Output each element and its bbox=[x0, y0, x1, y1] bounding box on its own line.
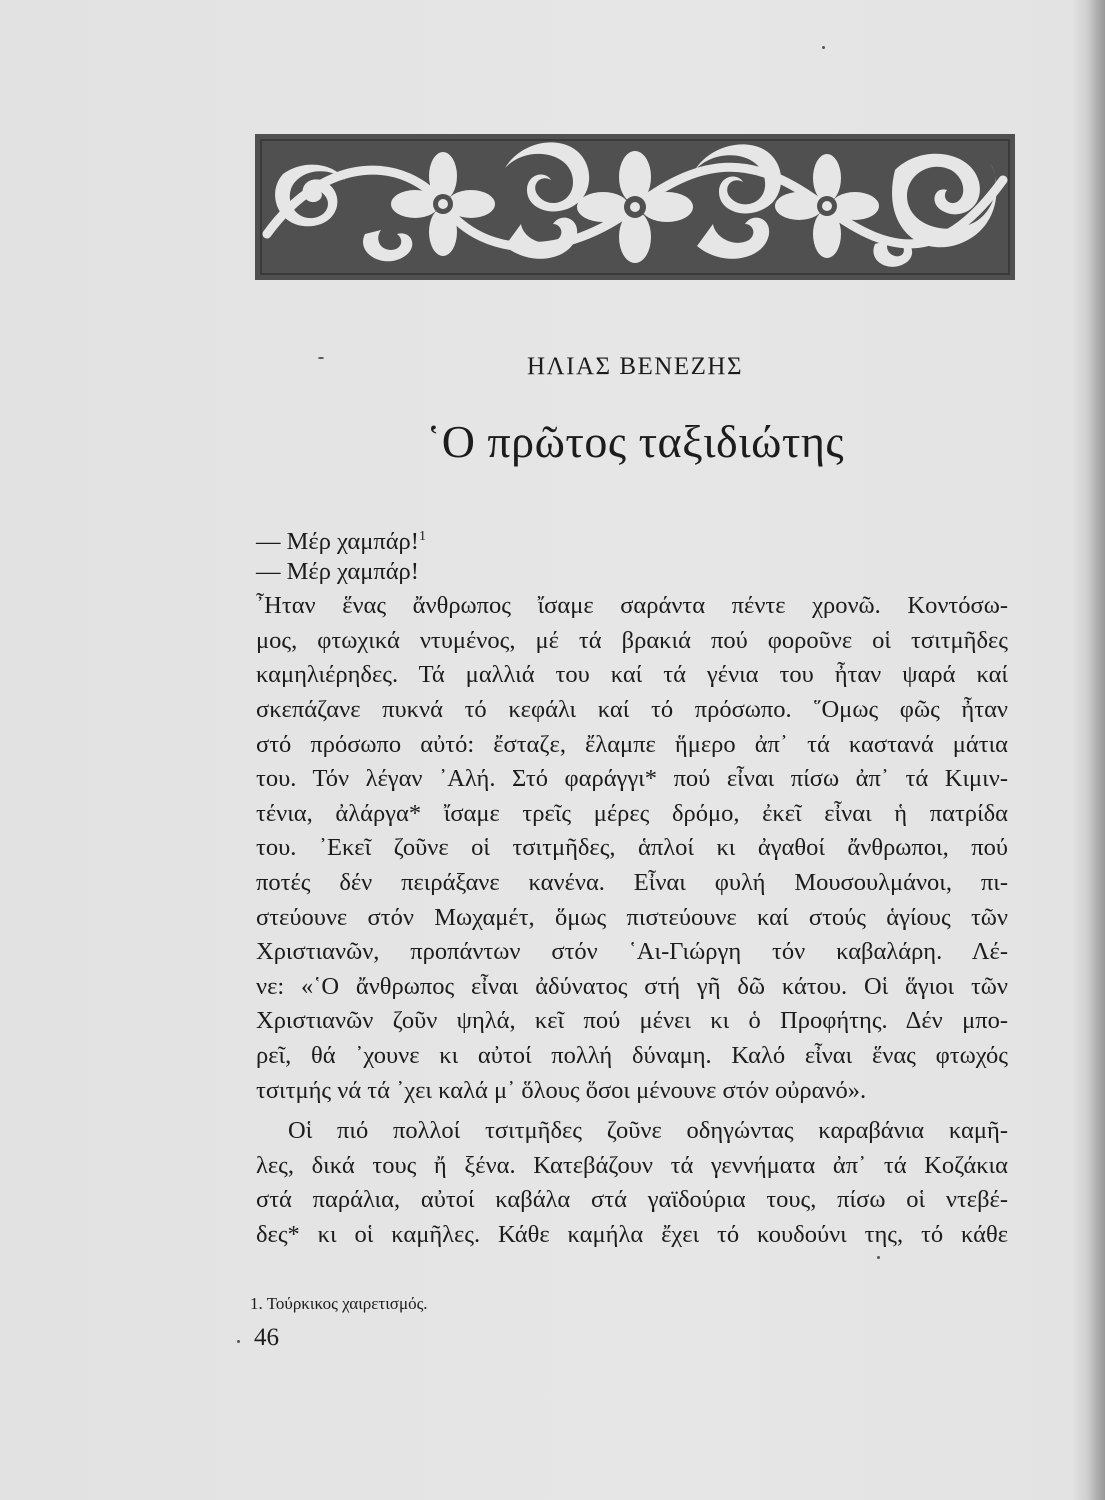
paper-speck bbox=[822, 46, 825, 49]
page-edge-shadow bbox=[1087, 0, 1105, 1500]
ornamental-header-band bbox=[255, 134, 1015, 280]
paragraph-1 bbox=[256, 589, 1008, 1108]
text-line: καμηλιέρηδες. Τά μαλλιά του καί τά γένια του ἦταν ψαρά καί bbox=[256, 661, 1008, 689]
paper-speck bbox=[237, 1340, 240, 1343]
text-line: ρεῖ, θά ᾿χουνε κι αὐτοί πολλή δύναμη. Καλό εἶναι ἕνας φτωχός bbox=[256, 1041, 1008, 1069]
paper-speck bbox=[877, 1256, 880, 1259]
dialogue-text: — Μέρ χαμπάρ! bbox=[256, 528, 419, 555]
text-line: στά παράλια, αὐτοί καβάλα στά γαϊδούρια τους, πίσω οἱ ντεβέ- bbox=[256, 1186, 1008, 1214]
text-line: νε: «῾Ο ἄνθρωπος εἶναι ἀδύνατος στή γῆ δῶ κάτου. Οἱ ἅγιοι τῶν bbox=[256, 972, 1008, 1000]
paper-speck bbox=[318, 357, 324, 359]
text-line: Χριστιανῶν ζοῦν ψηλά, κεῖ πού μένει κι ὁ Προφήτης. Δέν μπο- bbox=[256, 1007, 1008, 1035]
text-line: του. Τόν λέγαν ᾿Αλή. Στό φαράγγι* πού εἶναι πίσω ἀπ᾿ τά Κιμιν- bbox=[256, 765, 1008, 793]
text-line: Χριστιανῶν, προπάντων στόν ῾Αι-Γιώργη τόν καβαλάρη. Λέ- bbox=[256, 938, 1008, 966]
text-line: του. ᾿Εκεῖ ζοῦνε οἱ τσιτμῆδες, ἁπλοί κι ἀγαθοί ἄνθρωποι, πού bbox=[256, 834, 1008, 862]
text-line: σκεπάζανε πυκνά τό κεφάλι καί τό πρόσωπο. ῞Ομως φῶς ἦταν bbox=[256, 695, 1008, 723]
text-line: τσιτμής νά τά ᾿χει καλά μ᾿ ὅλους ὅσοι μένουνε στόν οὐρανό». bbox=[256, 1076, 867, 1104]
dialogue-line: — Μέρ χαμπάρ! bbox=[256, 557, 419, 585]
footnote: 1. Τούρκικος χαιρετισμός. bbox=[250, 1294, 428, 1313]
story-body bbox=[256, 520, 1008, 1252]
story-title: ῾Ο πρῶτος ταξιδιώτης bbox=[425, 416, 845, 467]
text-line: μος, φτωχικά ντυμένος, μέ τά βρακιά πού φοροῦνε οἱ τσιτμῆδες bbox=[256, 626, 1008, 654]
text-line: Οἱ πιό πολλοί τσιτμῆδες ζοῦνε οδηγώντας καραβάνια καμῆ- bbox=[288, 1117, 1008, 1145]
text-line: ῏Ηταν ἕνας ἄνθρωπος ἴσαμε σαράντα πέντε χρονῶ. Κοντόσω- bbox=[256, 592, 1008, 620]
author-name: ΗΛΙΑΣ ΒΕΝΕΖΗΣ bbox=[526, 353, 743, 380]
page-number: 46 bbox=[254, 1324, 279, 1351]
dialogue-line bbox=[256, 520, 1008, 555]
text-line: δες* κι οἱ καμῆλες. Κάθε καμήλα ἔχει τό κουδούνι της, τό κάθε bbox=[256, 1220, 1008, 1248]
text-line: τένια, ἀλάργα* ἴσαμε τρεῖς μέρες δρόμο, ἐκεῖ εἶναι ἡ πατρίδα bbox=[256, 799, 1008, 827]
text-line: λες, δικά τους ἤ ξένα. Κατεβάζουν τά γεννήματα ἀπ᾿ τά Κοζάκια bbox=[256, 1151, 1008, 1179]
paragraph-2 bbox=[256, 1114, 1008, 1252]
text-line: ποτές δέν πειράξανε κανένα. Εἶναι φυλή Μουσουλμάνοι, πι- bbox=[256, 868, 1008, 896]
text-line: στό πρόσωπο αὐτό: ἔσταζε, ἔλαμπε ἥμερο ἀπ᾿ τά καστανά μάτια bbox=[256, 730, 1008, 758]
text-line: στεύουνε στόν Μωχαμέτ, ὅμως πιστεύουνε καί στούς ἁγίους τῶν bbox=[256, 903, 1008, 931]
footnote-marker: 1 bbox=[418, 529, 426, 544]
